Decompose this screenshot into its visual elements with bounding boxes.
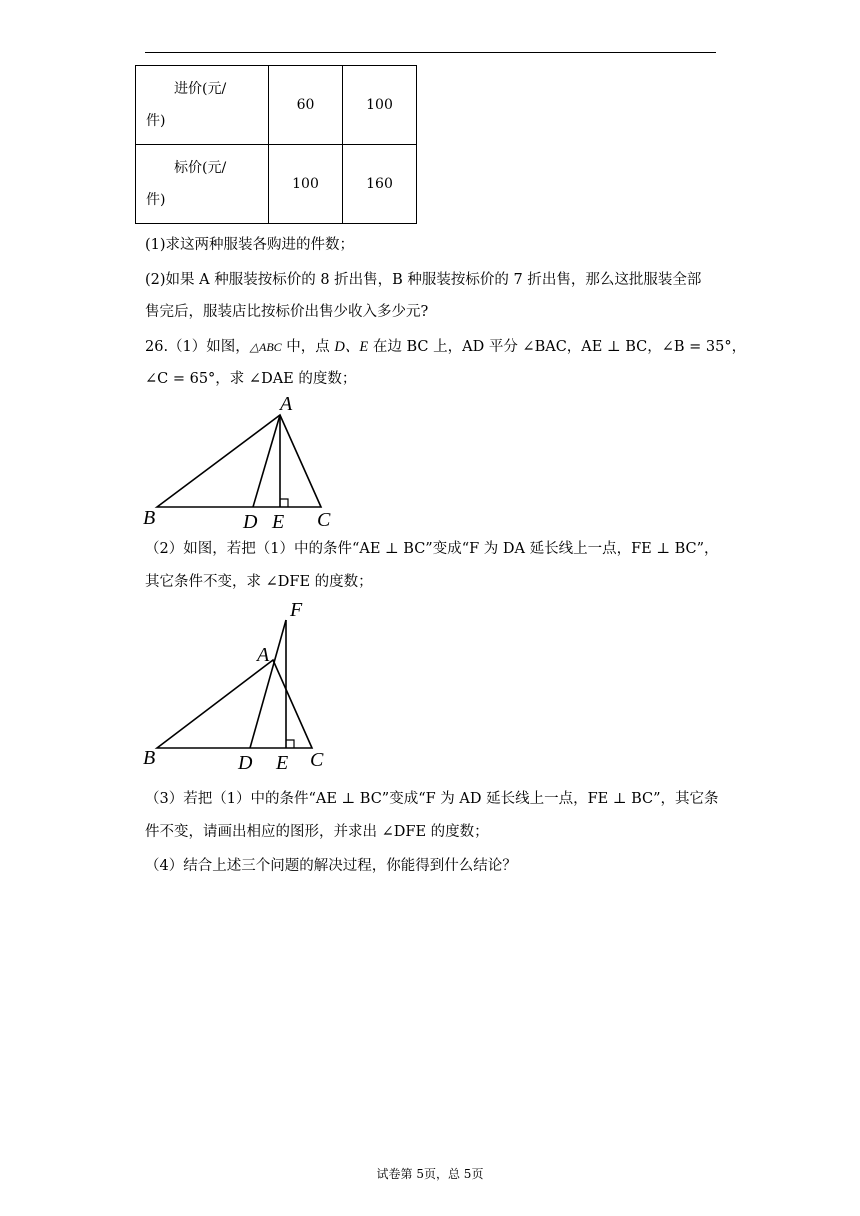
right-angle-mark <box>286 740 294 748</box>
row-label-line1: 进价(元/ <box>174 81 227 97</box>
question-26-4: （4）结合上述三个问题的解决过程，你能得到什么结论？ <box>145 858 517 874</box>
triangle-abc-shape <box>157 660 312 748</box>
table-cell: 100 <box>343 66 417 145</box>
line-df <box>250 620 286 748</box>
row-label-line2: 件) <box>146 113 166 129</box>
label-a: A <box>280 393 293 415</box>
table-cell: 100 <box>269 145 343 224</box>
question-26-1-line1 <box>145 335 746 356</box>
q26-1-rest: 在边 BC 上，AD 平分 ∠BAC，AE ⊥ BC，∠B = 35°， <box>368 339 747 355</box>
header-rule <box>145 52 716 53</box>
points-de: D、E <box>334 339 369 355</box>
label-b: B <box>143 507 156 529</box>
question-26-3-line2: 件不变，请画出相应的图形，并求出 ∠DFE 的度数； <box>145 824 489 840</box>
label-c: C <box>310 749 324 771</box>
label-e: E <box>276 752 289 774</box>
label-a: A <box>257 644 270 666</box>
q26-1-number: 26.（1）如图， <box>145 339 250 355</box>
question-25-1: (1)求这两种服装各购进的件数； <box>145 237 355 253</box>
row-label <box>136 66 269 145</box>
label-d: D <box>243 511 258 533</box>
question-26-2-line1: （2）如图，若把（1）中的条件“AE ⊥ BC”变成“F 为 DA 延长线上一点，FE ⊥ BC”， <box>145 541 719 557</box>
triangle-figure-1 <box>140 390 360 533</box>
row-label-line2: 件) <box>146 192 166 208</box>
triangle-abc: △ABC <box>249 340 282 354</box>
table-row <box>136 145 417 224</box>
price-table <box>135 65 417 224</box>
question-26-1-line2: ∠C = 65°，求 ∠DAE 的度数； <box>145 371 357 387</box>
label-c: C <box>317 509 331 531</box>
label-b: B <box>143 747 156 769</box>
triangle-figure-2 <box>140 598 350 778</box>
q26-1-mid: 中，点 <box>281 339 335 355</box>
page-footer: 试卷第 5页，总 5页 <box>376 1167 484 1181</box>
table-cell: 160 <box>343 145 417 224</box>
row-label <box>136 145 269 224</box>
table-row <box>136 66 417 145</box>
row-label-line1: 标价(元/ <box>174 160 227 176</box>
question-26-2-line2: 其它条件不变，求 ∠DFE 的度数； <box>145 574 373 590</box>
table-cell: 60 <box>269 66 343 145</box>
label-d: D <box>238 752 253 774</box>
question-25-2-line2: 售完后，服装店比按标价出售少收入多少元? <box>145 304 429 320</box>
question-26-3-line1: （3）若把（1）中的条件“AE ⊥ BC”变成“F 为 AD 延长线上一点，FE ⊥ BC”，其它条 <box>145 791 719 807</box>
bisector-ad <box>253 415 280 507</box>
label-e: E <box>272 511 285 533</box>
right-angle-mark <box>280 499 288 507</box>
label-f: F <box>290 599 303 621</box>
question-25-2-line1: (2)如果 A 种服装按标价的 8 折出售，B 种服装按标价的 7 折出售，那么这批服装全部 <box>145 272 702 288</box>
triangle-abc-shape <box>157 415 321 507</box>
